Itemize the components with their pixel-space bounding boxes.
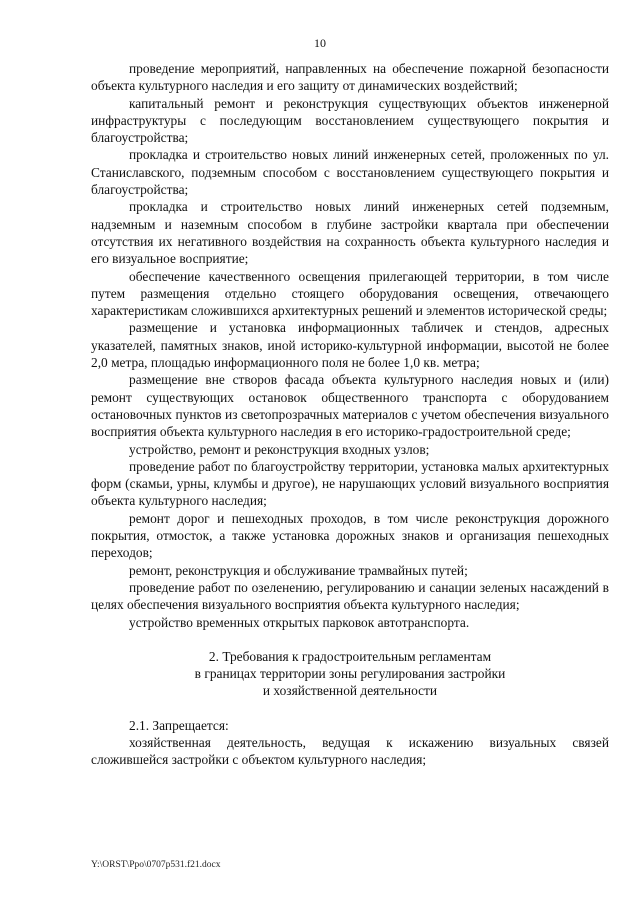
list-item: проведение работ по озеленению, регулированию и санации зеленых насаждений в целях обеспечения визуального восприятия объекта культурного наследия; xyxy=(91,579,609,613)
section-heading-line: и хозяйственной деятельности xyxy=(262,683,438,699)
list-item: ремонт, реконструкция и обслуживание трамвайных путей; xyxy=(129,562,468,578)
permitted-works-list xyxy=(91,60,609,631)
document-body xyxy=(91,60,609,769)
subsection-title: 2.1. Запрещается: xyxy=(129,717,229,733)
list-item: проведение мероприятий, направленных на обеспечение пожарной безопасности объекта культурного наследия и его защиту от динамических воздействий; xyxy=(91,61,609,94)
list-item: прокладка и строительство новых линий инженерных сетей, проложенных по ул. Станиславского, подземным способом с восстановлением существующего покрытия и благоустройства; xyxy=(91,147,609,198)
section-heading-line: в границах территории зоны регулирования застройки xyxy=(194,666,506,682)
list-item: размещение и установка информационных табличек и стендов, адресных указателей, памятных знаков, иной историко-культурной информации, высотой не более 2,0 метра, площадью информационного поля не более 1,0 кв. метра; xyxy=(91,320,609,371)
list-item: хозяйственная деятельность, ведущая к искажению визуальных связей сложившейся застройки с объектом культурного наследия; xyxy=(91,734,609,768)
section-heading-line: 2. Требования к градостроительным регламентам xyxy=(208,648,492,664)
prohibitions-list xyxy=(91,717,609,769)
file-path-footer: Y:\ORST\Ppo\0707p531.f21.docx xyxy=(91,860,221,870)
list-item: устройство, ремонт и реконструкция входных узлов; xyxy=(129,441,430,457)
list-item: размещение вне створов фасада объекта культурного наследия новых и (или) ремонт существующих остановок общественного транспорта с оборудованием остановочных пунктов из светопрозрачных материалов с учетом обеспечения визуального восприятия объекта культурного наследия в его историко-градостроительной среде; xyxy=(91,372,609,440)
list-item: прокладка и строительство новых линий инженерных сетей подземным, надземным и наземным способом в глубине застройки квартала при обеспечении отсутствия их негативного воздействия на сохранность объекта культурного наследия и его визуальное восприятие; xyxy=(91,199,609,267)
list-item: проведение работ по благоустройству территории, установка малых архитектурных форм (скамьи, урны, клумбы и другое), не нарушающих условий визуального восприятия объекта культурного наследия; xyxy=(91,458,609,509)
list-item: обеспечение качественного освещения прилегающей территории, в том числе путем размещения отдельно стоящего оборудования освещения, отвечающего характеристикам сложившихся архитектурных решений и элементов исторической среды; xyxy=(91,268,609,319)
list-item: капитальный ремонт и реконструкция существующих объектов инженерной инфраструктуры с последующим восстановлением существующего покрытия и благоустройства; xyxy=(91,95,609,146)
list-item: ремонт дорог и пешеходных проходов, в том числе реконструкция дорожного покрытия, отмосток, а также установка дорожных знаков и организация пешеходных переходов; xyxy=(91,510,609,561)
page-number: 10 xyxy=(314,36,326,50)
section-heading xyxy=(91,648,609,700)
list-item: устройство временных открытых парковок автотранспорта. xyxy=(129,614,470,630)
